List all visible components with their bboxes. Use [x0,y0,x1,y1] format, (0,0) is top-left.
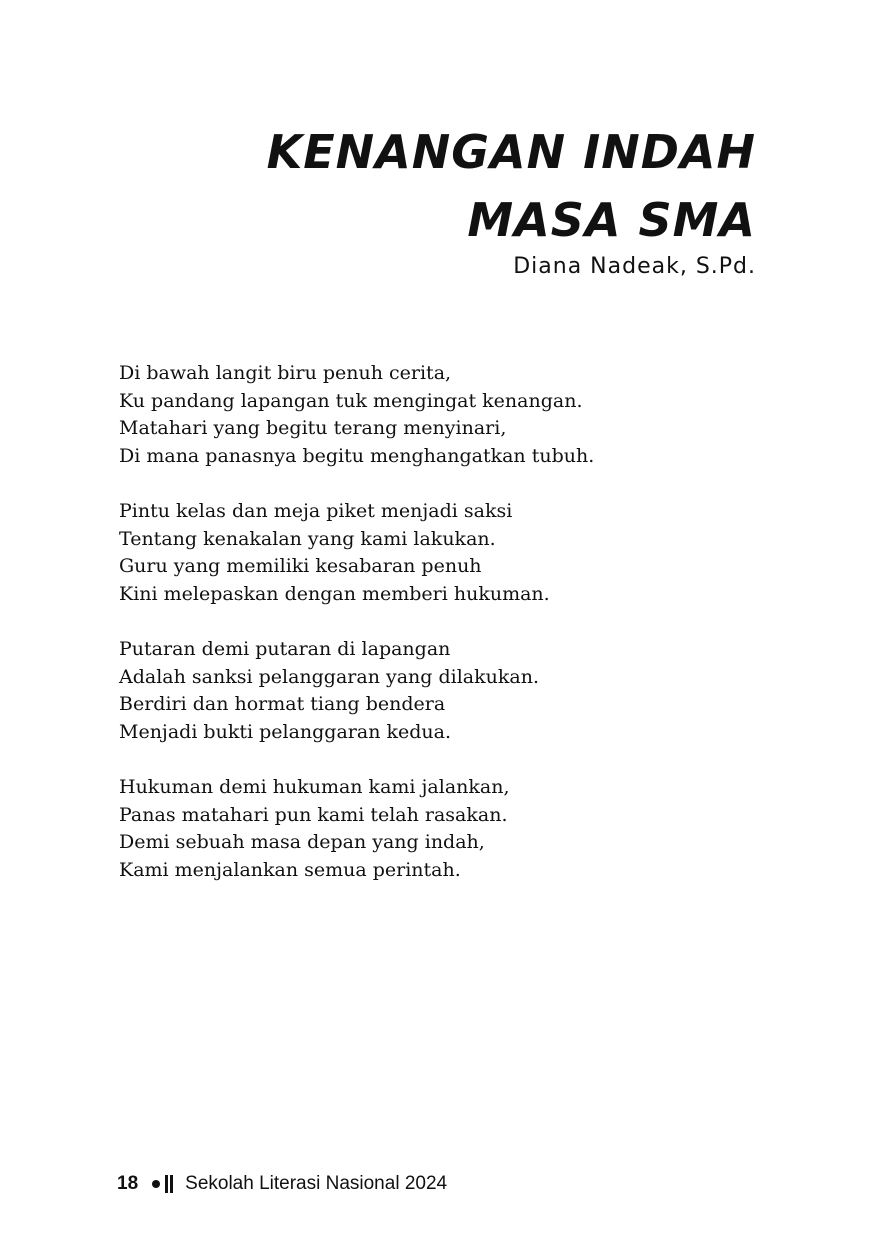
poem-line: Di mana panasnya begitu menghangatkan tubuh. [119,444,595,467]
poem-line: Berdiri dan hormat tiang bendera [119,693,446,715]
poem-line: Menjadi bukti pelanggaran kedua. [119,720,452,743]
poem-title [267,118,756,254]
poem-line: Ku pandang lapangan tuk mengingat kenangan. [119,389,583,412]
stanza-3 [119,636,759,746]
poem-line: Panas matahari pun kami telah rasakan. [119,803,508,826]
stanza-4 [119,774,759,884]
poem-line: Hukuman demi hukuman kami jalankan, [119,776,510,798]
poem-line: Kini melepaskan dengan memberi hukuman. [119,582,550,605]
page-number: 18 [117,1173,139,1194]
poem-line: Guru yang memiliki kesabaran penuh [119,555,482,577]
poem-line: Kami menjalankan semua perintah. [119,858,461,881]
stanza-2 [119,498,759,608]
poem-line: Putaran demi putaran di lapangan [119,638,451,660]
poem-title-line-1: KENANGAN INDAH [266,125,756,179]
poem-body [119,360,759,912]
poem-line: Demi sebuah masa depan yang indah, [119,831,485,853]
page-footer [117,1170,447,1198]
footer-separator-icon [152,1175,173,1193]
poem-line: Tentang kenakalan yang kami lakukan. [119,527,496,550]
poem-line: Di bawah langit biru penuh cerita, [119,362,452,384]
poem-line: Matahari yang begitu terang menyinari, [119,417,507,439]
poem-title-line-2: MASA SMA [467,193,756,247]
book-title: Sekolah Literasi Nasional 2024 [185,1173,448,1194]
poem-line: Pintu kelas dan meja piket menjadi saksi [119,500,513,522]
stanza-1 [119,360,759,470]
author-name: Diana Nadeak, S.Pd. [513,254,756,279]
poem-line: Adalah sanksi pelanggaran yang dilakukan. [119,665,539,688]
